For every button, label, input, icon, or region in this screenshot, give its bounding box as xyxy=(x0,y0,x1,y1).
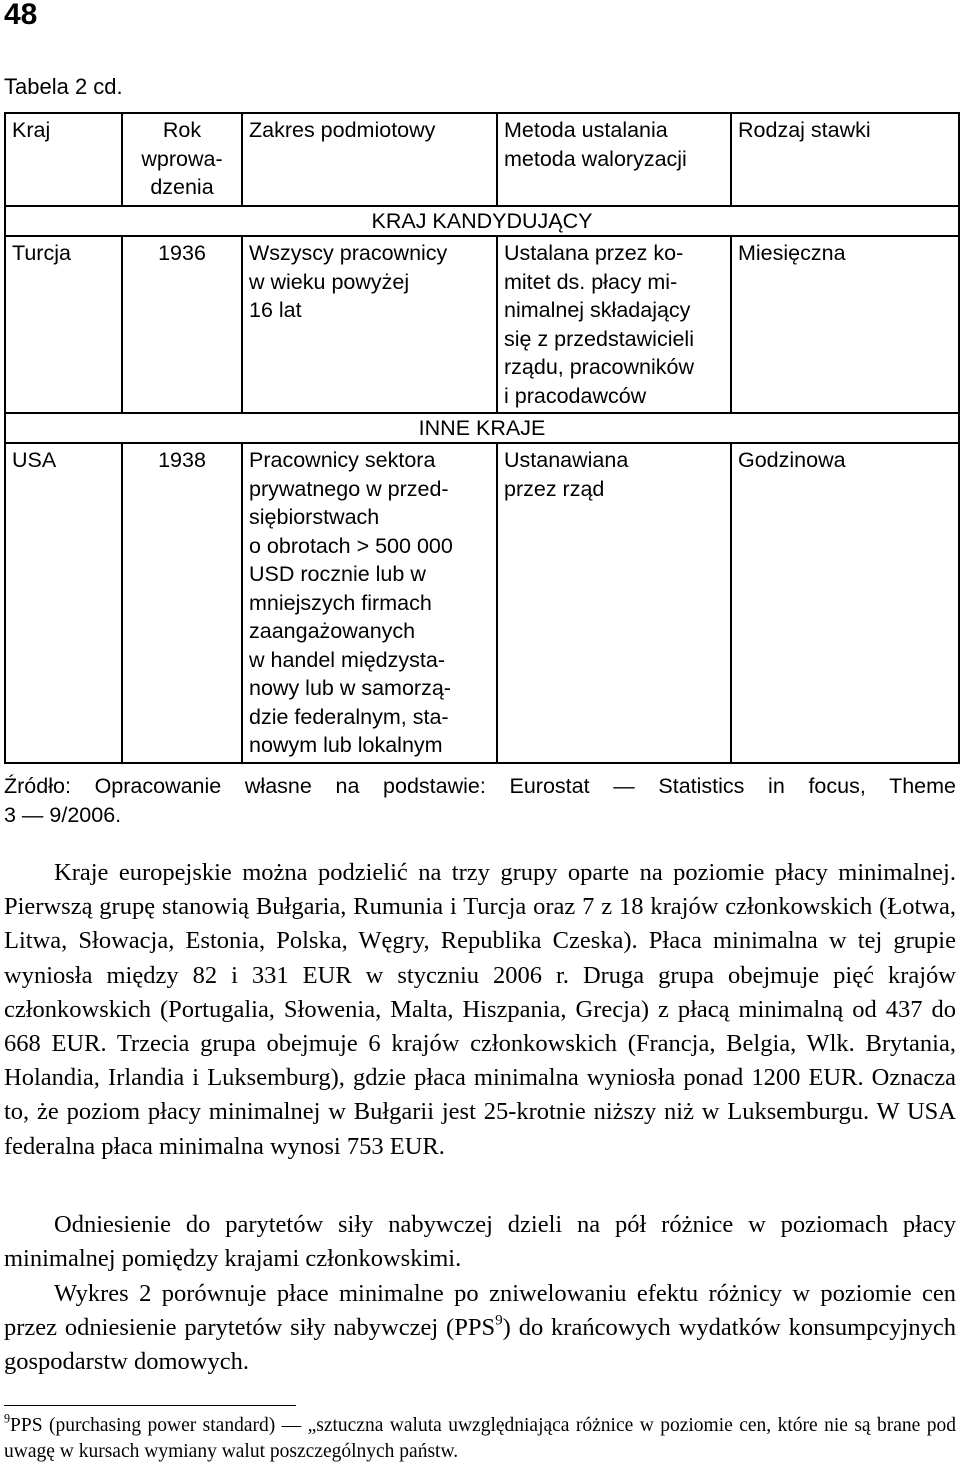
paragraph-2-text: Odniesienie do parytetów siły nabywczej dzieli na pół różnice w poziomach płacy minimalnej pomiędzy krajami członkowskimi. xyxy=(4,1211,956,1273)
cell-scope: Wszyscy pracownicy w wieku powyżej 16 lat xyxy=(242,236,497,413)
page-number: 48 xyxy=(4,0,38,31)
header-country: Kraj xyxy=(5,113,122,206)
table-source-line: Źródło: Opracowanie własne na podstawie: Eurostat — Statistics in focus, Theme xyxy=(4,774,956,798)
footnote-marker: 9 xyxy=(4,1411,11,1426)
header-scope: Zakres podmiotowy xyxy=(242,113,497,206)
table-row xyxy=(5,443,959,763)
cell-year: 1938 xyxy=(122,443,242,763)
paragraph-2 xyxy=(4,1208,956,1276)
cell-country: Turcja xyxy=(5,236,122,413)
footnote-text: PPS (purchasing power standard) — „sztuczna waluta uwzględniająca różnice w poziomie cen, które nie są brane pod uwagę w kursach wymiany walut poszczególnych państw. xyxy=(4,1415,956,1462)
header-rate: Rodzaj stawki xyxy=(731,113,959,206)
section-title: KRAJ KANDYDUJĄCY xyxy=(5,206,959,236)
cell-method: Ustanawiana przez rząd xyxy=(497,443,731,763)
table-source-line-2: 3 — 9/2006. xyxy=(4,803,122,827)
paragraph-3-text-after: ) do krańcowych wydatków konsumpcyjnych gospodarstw domowych. xyxy=(4,1314,956,1376)
cell-country: USA xyxy=(5,443,122,763)
header-year: Rok wprowa- dzenia xyxy=(122,113,242,206)
cell-year: 1936 xyxy=(122,236,242,413)
footnote xyxy=(4,1413,956,1465)
section-row-candidate xyxy=(5,206,959,236)
table-header-row xyxy=(5,113,959,206)
table-caption: Tabela 2 cd. xyxy=(4,74,123,99)
minimum-wage-table xyxy=(4,112,960,764)
header-method: Metoda ustalania metoda waloryzacji xyxy=(497,113,731,206)
table-row xyxy=(5,236,959,413)
paragraph-1-text: Kraje europejskie można podzielić na trzy grupy oparte na poziomie płacy minimalnej. Pierwszą grupę stanowią Bułgaria, Rumunia i Turcja oraz 7 z 18 krajów członkowskich (Łotwa, Litwa, Słowacja, Estonia, Polska, Węgry, Republika Czeska). Płaca minimalna w tej grupie wyniosła między 82 i 331 EUR w styczniu 2006 r. Druga grupa obejmuje pięć krajów członkowskich (Portugalia, Słowenia, Malta, Hiszpania, Grecja) z płacą minimalną od 437 do 668 EUR. Trzecia grupa obejmuje 6 krajów członkowskich (Francja, Belgia, Wlk. Brytania, Holandia, Irlandia i Luksemburg), gdzie płaca minimalna wyniosła ponad 1200 EUR. Oznacza to, że poziom płacy minimalnej w Bułgarii jest 25-krotnie niższy niż w Luksemburgu. W USA federalna płaca minimalna wynosi 753 EUR. xyxy=(4,859,956,1160)
paragraph-1 xyxy=(4,856,956,1164)
footnote-separator xyxy=(4,1405,296,1406)
cell-method: Ustalana przez ko- mitet ds. płacy mi- nimalnej składający się z przedstawicieli rządu, pracowników i pracodawców xyxy=(497,236,731,413)
cell-scope: Pracownicy sektora prywatnego w przed- siębiorstwach o obrotach > 500 000 USD rocznie lub w mniejszych firmach zaangażowanych w handel międzysta- nowy lub w samorzą- dzie federalnym, sta- nowym lub lokalnym xyxy=(242,443,497,763)
footnote-reference: 9 xyxy=(495,1311,503,1329)
section-row-other xyxy=(5,413,959,443)
cell-rate: Miesięczna xyxy=(731,236,959,413)
cell-rate: Godzinowa xyxy=(731,443,959,763)
paragraph-3 xyxy=(4,1277,956,1380)
paragraph-3-text-before: Wykres 2 porównuje płace minimalne po zniwelowaniu efektu różnicy w poziomie cen przez odniesienie parytetów siły nabywczej (PPS xyxy=(4,1280,956,1342)
section-title: INNE KRAJE xyxy=(5,413,959,443)
